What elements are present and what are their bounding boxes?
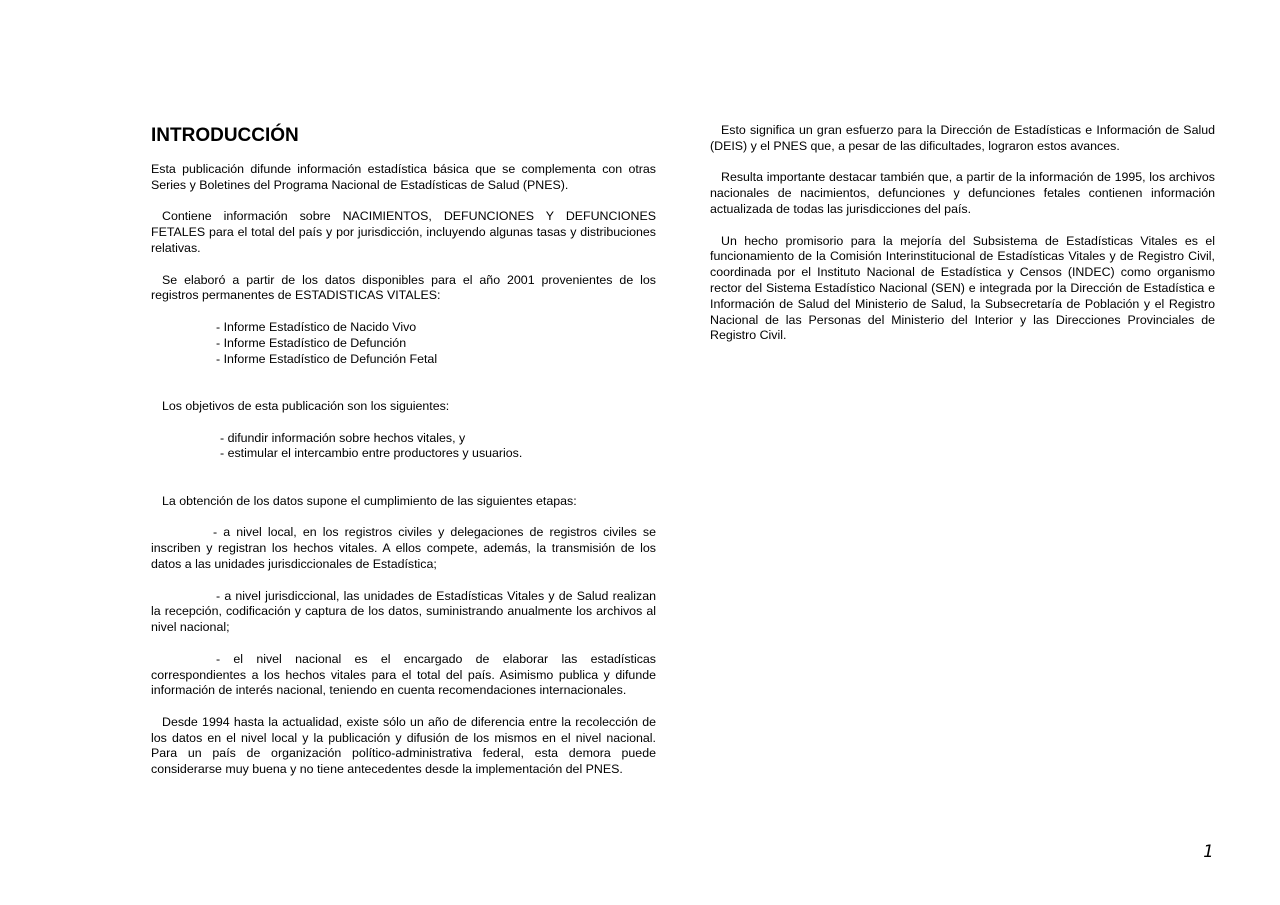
- page-number: 1: [1203, 842, 1214, 862]
- page-title: INTRODUCCIÓN: [151, 125, 299, 146]
- stages-intro-paragraph: La obtención de los datos supone el cumplimiento de las siguientes etapas:: [162, 493, 577, 508]
- objetivos-list: [151, 431, 656, 463]
- commission-paragraph: Un hecho promisorio para la mejoría del Subsistema de Estadísticas Vitales es el funcionamiento de la Comisión Interinstitucional de Estadísticas Vitales y de Registro Civil, coordinada por el Instituto Nacional de Estadística y Censos (INDEC) como organismo rector del Sistema Estadístico Nacional (SEN) e integrada por la Dirección de Estadística e Información de Salud del Ministerio de Salud, la Subsecretaría de Población y el Registro Nacional de las Personas del Ministerio del Interior y las Direcciones Provinciales de Registro Civil.: [710, 233, 1215, 343]
- stage-national-paragraph: - el nivel nacional es el encargado de elaborar las estadísticas correspondientes a los hechos vitales para el total del país. Asimismo publica y difunde información de interés nacional, teniendo en cuenta recomendaciones internacionales.: [151, 651, 656, 698]
- objectives-paragraph: Los objetivos de esta publicación son los siguientes:: [162, 398, 450, 413]
- right-column: [710, 123, 1215, 344]
- stage-local-paragraph: - a nivel local, en los registros civiles y delegaciones de registros civiles se inscriben y registran los hechos vitales. A ellos compete, además, la transmisión de los datos a las unidades jurisdiccionales de Estadística;: [151, 525, 656, 571]
- archives-paragraph: Resulta importante destacar también que, a partir de la información de 1995, los archivos nacionales de nacimientos, defunciones y defunciones fetales contienen información actualizada de todas las jurisdicciones del país.: [710, 170, 1215, 216]
- list-item: - Informe Estadístico de Defunción Fetal: [216, 351, 438, 366]
- effort-paragraph: Esto significa un gran esfuerzo para la Dirección de Estadísticas e Información de Salud (DEIS) y el PNES que, a pesar de las dificultades, lograron estos avances.: [710, 123, 1215, 153]
- intro-paragraph: Esta publicación difunde información estadística básica que se complementa con otras Series y Boletines del Programa Nacional de Estadísticas de Salud (PNES).: [151, 162, 656, 192]
- left-column: [151, 124, 656, 778]
- list-item: - difundir información sobre hechos vitales, y: [220, 430, 466, 445]
- list-item: - estimular el intercambio entre productores y usuarios.: [220, 446, 523, 461]
- timeliness-paragraph: Desde 1994 hasta la actualidad, existe sólo un año de diferencia entre la recolección de los datos en el nivel local y la publicación y difusión de los mismos en el nivel nacional. Para un país de organización político-administrativa federal, esta demora puede considerarse muy buena y no tiene antecedentes desde la implementación del PNES.: [151, 714, 656, 777]
- stage-jurisdictional-paragraph: - a nivel jurisdiccional, las unidades de Estadísticas Vitales y de Salud realizan la recepción, codificación y captura de los datos, suministrando anualmente los archivos al nivel nacional;: [151, 588, 656, 635]
- contents-paragraph: Contiene información sobre NACIMIENTOS, DEFUNCIONES Y DEFUNCIONES FETALES para el total del país y por jurisdicción, incluyendo algunas tasas y distribuciones relativas.: [151, 209, 656, 255]
- list-item: - Informe Estadístico de Nacido Vivo: [216, 319, 417, 334]
- sources-paragraph: Se elaboró a partir de los datos disponibles para el año 2001 provenientes de los registros permanentes de ESTADISTICAS VITALES:: [151, 272, 656, 303]
- list-item: - Informe Estadístico de Defunción: [216, 335, 407, 350]
- informes-list: [151, 320, 656, 367]
